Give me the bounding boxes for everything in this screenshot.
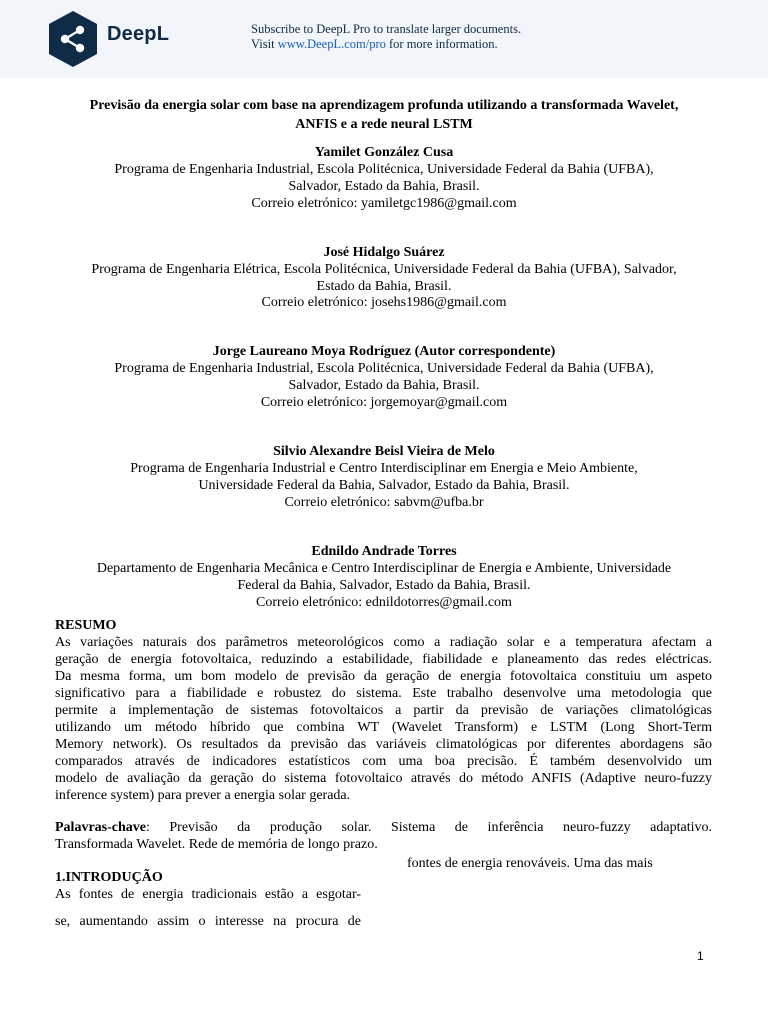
resumo-line: comparados através de indicadores estatísticos com uma boa precisão. É também desenvolvido um bbox=[55, 754, 712, 769]
resumo-line: geração de energia fotovoltaica, reduzindo a estabilidade, fiabilidade e planeamento das redes eléctricas. bbox=[55, 652, 712, 667]
intro-right-column-text: fontes de energia renováveis. Uma das mais bbox=[407, 856, 653, 871]
keywords bbox=[55, 819, 712, 853]
author-email: Correio eletrónico: ednildotorres@gmail.com bbox=[256, 595, 512, 610]
author-name: José Hidalgo Suárez bbox=[323, 245, 445, 260]
author-affiliation: Universidade Federal da Bahia, Salvador, Estado da Bahia, Brasil. bbox=[198, 478, 570, 493]
resumo-line: permite a implementação de sistemas fotovoltaicos a partir da previsão de variações climatológicas bbox=[55, 703, 712, 718]
author-affiliation: Programa de Engenharia Industrial e Centro Interdisciplinar em Energia e Meio Ambiente, bbox=[130, 461, 638, 476]
author-email: Correio eletrónico: jorgemoyar@gmail.com bbox=[260, 395, 508, 410]
resumo-line: As variações naturais dos parâmetros meteorológicos como a radiação solar e a temperatura afectam a bbox=[55, 635, 712, 650]
author-affiliation: Salvador, Estado da Bahia, Brasil. bbox=[288, 378, 480, 393]
intro-heading: 1.INTRODUÇÃO bbox=[55, 870, 163, 885]
deepl-logo-text: DeepL bbox=[107, 23, 170, 45]
author-name: Silvio Alexandre Beisl Vieira de Melo bbox=[273, 444, 495, 459]
resumo-line: inference system) para prever a energia solar gerada. bbox=[55, 788, 351, 803]
banner-line-1: Subscribe to DeepL Pro to translate larger documents. bbox=[251, 22, 522, 36]
author-affiliation: Programa de Engenharia Industrial, Escola Politécnica, Universidade Federal da Bahia (UFBA), bbox=[114, 162, 654, 177]
resumo-line: modelo de avaliação da geração do sistema fotovoltaico através do método ANFIS (Adaptive neuro-fuzzy bbox=[55, 771, 712, 786]
resumo-line: Da mesma forma, um bom modelo de previsão da geração de energia fotovoltaica constituiu um aspeto bbox=[55, 669, 712, 684]
author-email: Correio eletrónico: sabvm@ufba.br bbox=[284, 495, 484, 510]
author-affiliation: Federal da Bahia, Salvador, Estado da Bahia, Brasil. bbox=[237, 578, 531, 593]
author-affiliation: Salvador, Estado da Bahia, Brasil. bbox=[288, 179, 480, 194]
author-name: Ednildo Andrade Torres bbox=[311, 544, 457, 559]
deepl-banner bbox=[0, 0, 768, 78]
banner-line-2: Visit www.DeepL.com/pro for more information. bbox=[251, 37, 498, 51]
author-email: Correio eletrónico: yamiletgc1986@gmail.com bbox=[251, 196, 517, 211]
author-affiliation: Programa de Engenharia Elétrica, Escola Politécnica, Universidade Federal da Bahia (UFBA), Salvador, bbox=[91, 262, 677, 277]
paper-title-line-2: ANFIS e a rede neural LSTM bbox=[295, 117, 473, 132]
author-affiliation: Departamento de Engenharia Mecânica e Centro Interdisciplinar de Energia e Ambiente, Universidade bbox=[96, 561, 672, 576]
author-name: Jorge Laureano Moya Rodríguez (Autor correspondente) bbox=[212, 344, 556, 359]
banner-message bbox=[251, 22, 521, 52]
keywords-line-1: Palavras-chave: Previsão da produção solar. Sistema de inferência neuro-fuzzy adaptativo. bbox=[55, 820, 712, 835]
resumo-line: utilizando um método híbrido que combina WT (Wavelet Transform) e LSTM (Long Short-Term bbox=[55, 720, 712, 735]
resumo-body bbox=[55, 634, 712, 804]
resumo-line: significativo para a fiabilidade e robustez do sistema. Este trabalho desenvolve uma metodologia que bbox=[55, 686, 712, 701]
resumo-line: Memory network). Os resultados da previsão das variáveis climatológicas por diferentes abordagens são bbox=[55, 737, 712, 752]
page-number: 1 bbox=[697, 949, 704, 963]
author-email: Correio eletrónico: josehs1986@gmail.com bbox=[261, 295, 507, 310]
keywords-line-2: Transformada Wavelet. Rede de memória de longo prazo. bbox=[55, 837, 378, 852]
author-affiliation: Estado da Bahia, Brasil. bbox=[316, 279, 452, 294]
keywords-label: Palavras-chave bbox=[55, 820, 146, 835]
deepl-pro-link[interactable]: www.DeepL.com/pro bbox=[277, 37, 386, 51]
author-name: Yamilet González Cusa bbox=[314, 145, 454, 160]
resumo-heading: RESUMO bbox=[55, 618, 117, 633]
paper-title-line-1: Previsão da energia solar com base na aprendizagem profunda utilizando a transformada Wavelet, bbox=[89, 98, 679, 113]
intro-left-column-line-1: As fontes de energia tradicionais estão a esgotar- bbox=[55, 887, 361, 902]
deepl-logo-icon[interactable] bbox=[47, 10, 99, 68]
author-affiliation: Programa de Engenharia Industrial, Escola Politécnica, Universidade Federal da Bahia (UFBA), bbox=[114, 361, 654, 376]
intro-left-column-line-2: se, aumentando assim o interesse na procura de bbox=[55, 914, 361, 929]
